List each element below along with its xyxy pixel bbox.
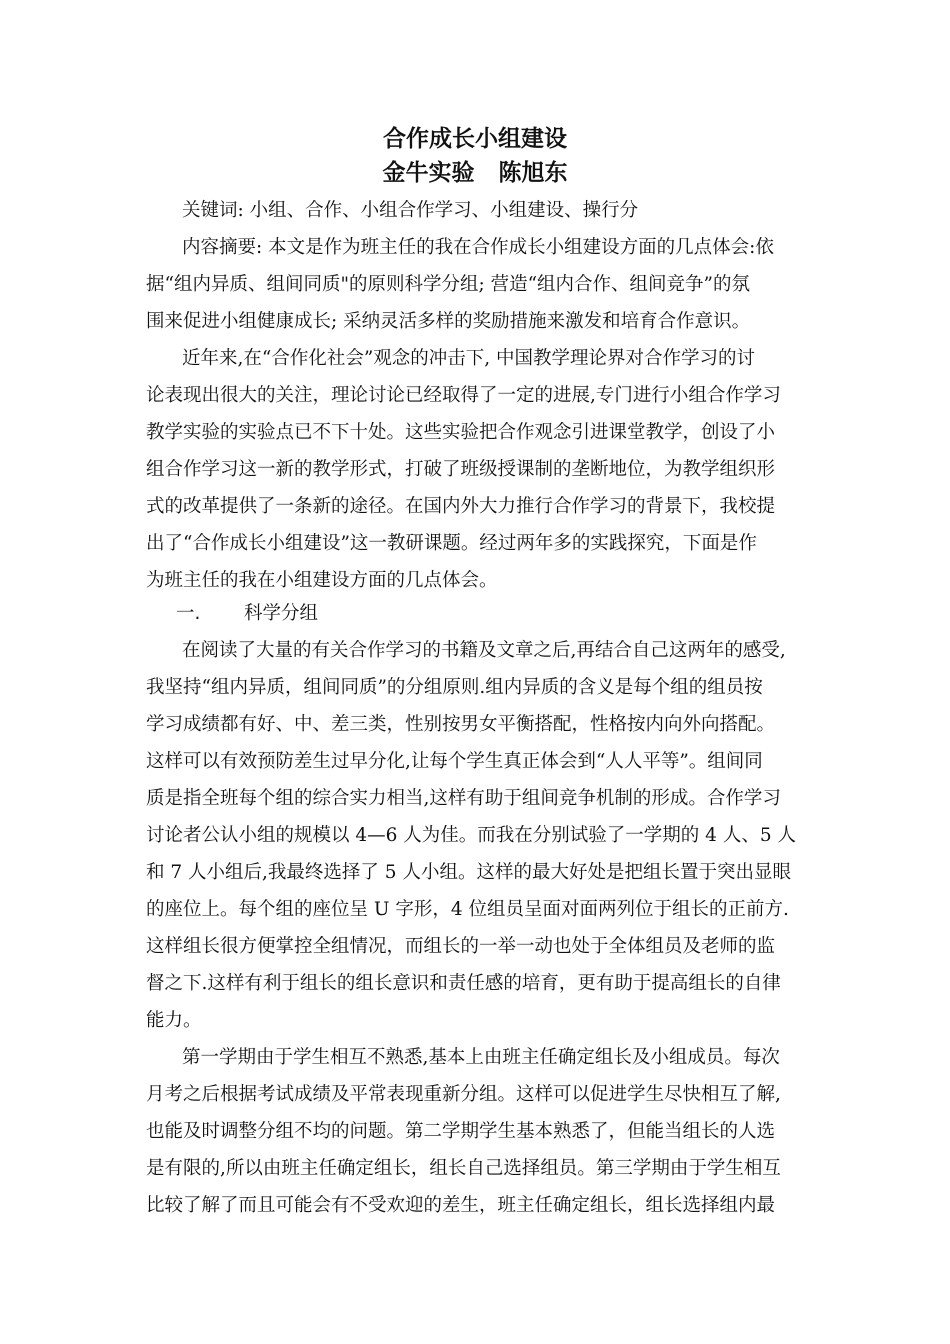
paragraph-line: 这样可以有效预防差生过早分化,让每个学生真正体会到“人人平等”。组间同 <box>146 751 763 772</box>
intro-line: 论表现出很大的关注，理论讨论已经取得了一定的进展,专门进行小组合作学习 <box>146 385 781 406</box>
document-title: 合作成长小组建设 <box>383 126 567 152</box>
intro-line: 式的改革提供了一条新的途径。在国内外大力推行合作学习的背景下，我校提 <box>146 496 776 517</box>
abstract-line: 内容摘要: 本文是作为班主任的我在合作成长小组建设方面的几点体会:依 <box>182 237 774 258</box>
section-heading <box>176 600 318 628</box>
paragraph-line: 是有限的,所以由班主任确定组长，组长自己选择组员。第三学期由于学生相互 <box>146 1158 781 1179</box>
keywords-line: 关键词: 小组、合作、小组合作学习、小组建设、操行分 <box>182 200 639 221</box>
paragraph-line: 这样组长很方便掌控全组情况，而组长的一举一动也处于全体组员及老师的监 <box>146 936 776 957</box>
paragraph-line: 也能及时调整分组不均的问题。第二学期学生基本熟悉了，但能当组长的人选 <box>146 1121 776 1142</box>
paragraph-line: 质是指全班每个组的综合实力相当,这样有助于组间竞争机制的形成。合作学习 <box>146 788 781 809</box>
paragraph-line: 和 7 人小组后,我最终选择了 5 人小组。这样的最大好处是把组长置于突出显眼 <box>146 862 791 883</box>
intro-line: 近年来,在“合作化社会”观念的冲击下, 中国教学理论界对合作学习的讨 <box>182 348 756 369</box>
paragraph-line: 在阅读了大量的有关合作学习的书籍及文章之后,再结合自己这两年的感受, <box>182 640 786 661</box>
paragraph-line: 能力。 <box>146 1010 202 1031</box>
abstract-line: 据“组内异质、组间同质"的原则科学分组; 营造“组内合作、组间竞争”的氛 <box>146 274 750 295</box>
paragraph-line: 第一学期由于学生相互不熟悉,基本上由班主任确定组长及小组成员。每次 <box>182 1047 780 1068</box>
paragraph-line: 讨论者公认小组的规模以 4—6 人为佳。而我在分别试验了一学期的 4 人、5 人 <box>146 825 796 846</box>
author-line <box>0 158 950 188</box>
section-number: 一. <box>176 603 201 624</box>
intro-line: 组合作学习这一新的教学形式，打破了班级授课制的垄断地位，为教学组织形 <box>146 459 776 480</box>
paragraph-line: 督之下.这样有利于组长的组长意识和责任感的培育，更有助于提高组长的自律 <box>146 973 781 994</box>
intro-line: 教学实验的实验点已不下十处。这些实验把合作观念引进课堂教学，创设了小 <box>146 422 776 443</box>
intro-line: 为班主任的我在小组建设方面的几点体会。 <box>146 570 498 591</box>
author-school: 金牛实验 <box>382 160 475 186</box>
abstract-line: 围来促进小组健康成长; 采纳灵活多样的奖励措施来激发和培育合作意识。 <box>146 311 751 332</box>
paragraph-line: 的座位上。每个组的座位呈 U 字形，4 位组员呈面对面两列位于组长的正前方. <box>146 899 789 920</box>
paragraph-line: 月考之后根据考试成绩及平常表现重新分组。这样可以促进学生尽快相互了解, <box>146 1084 781 1105</box>
paragraph-line: 我坚持“组内异质，组间同质”的分组原则.组内异质的含义是每个组的组员按 <box>146 677 763 698</box>
author-name: 陈旭东 <box>498 160 568 186</box>
intro-line: 出了“合作成长小组建设”这一教研课题。经过两年多的实践探究，下面是作 <box>146 533 757 554</box>
section-title: 科学分组 <box>244 603 319 624</box>
paragraph-line: 比较了解了而且可能会有不受欢迎的差生，班主任确定组长，组长选择组内最 <box>146 1195 776 1216</box>
paragraph-line: 学习成绩都有好、中、差三类，性别按男女平衡搭配，性格按内向外向搭配。 <box>146 714 776 735</box>
